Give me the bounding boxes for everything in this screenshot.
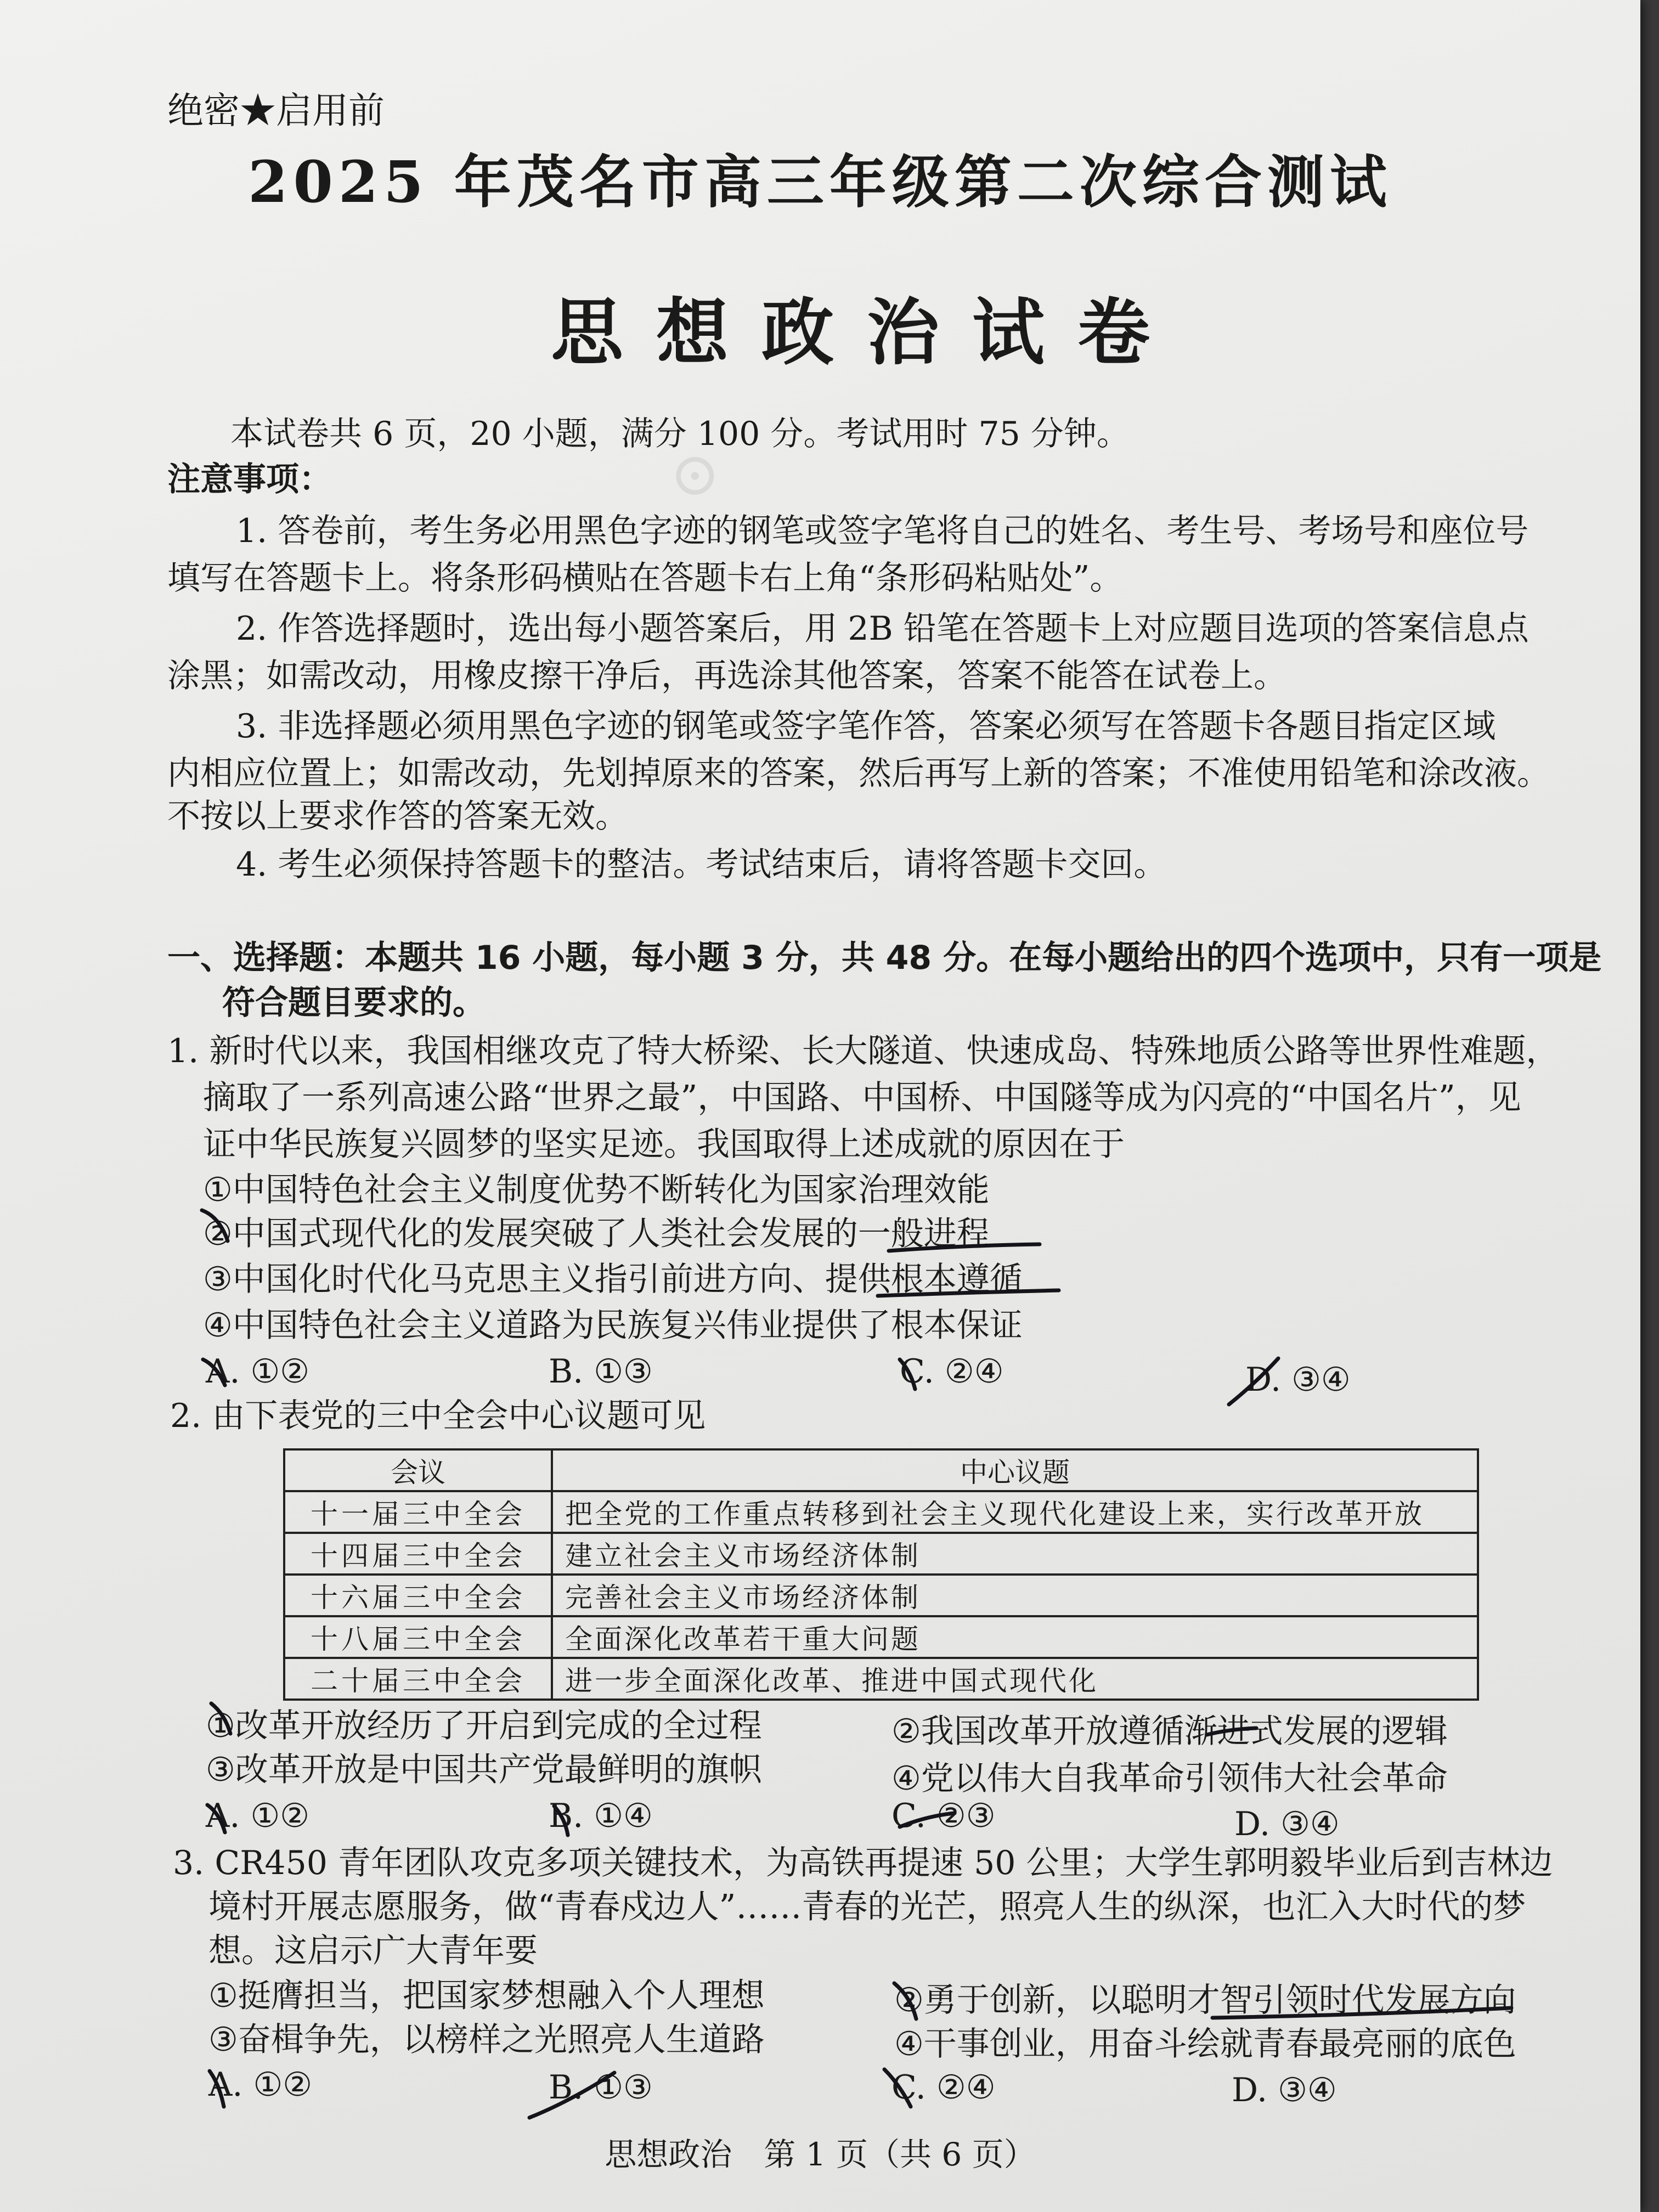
q3-statement-1: ①挺膺担当，把国家梦想融入个人理想 [208,1977,765,2015]
exam-title: 2025 年茂名市高三年级第二次综合测试 [248,148,1392,216]
q1-option-b: B. ①③ [549,1352,653,1391]
table-row [284,1658,1478,1700]
q2-statement-4: ④党以伟大自我革命引领伟大社会革命 [891,1759,1448,1798]
q3-statement-4: ④干事创业，用奋斗绘就青春最亮丽的底色 [894,2025,1516,2063]
note-1-line-2: 填写在答题卡上。将条形码横贴在答题卡右上角“条形码粘贴处”。 [167,559,1123,597]
confidential-label: 绝密★启用前 [167,89,385,132]
q3-option-a: A. ①② [208,2066,313,2104]
table-cell-meeting: 二十届三中全会 [284,1658,552,1700]
q3-option-c: C. ②④ [891,2068,996,2107]
q2-statement-2: ②我国改革开放遵循渐进式发展的逻辑 [891,1712,1448,1751]
table-cell-topic: 把全党的工作重点转移到社会主义现代化建设上来，实行改革开放 [552,1491,1478,1533]
note-4: 4. 考生必须保持答题卡的整洁。考试结束后，请将答题卡交回。 [236,845,1167,884]
section-1-heading-line-1: 一、选择题：本题共 16 小题，每小题 3 分，共 48 分。在每小题给出的四个选项中，只有一项是 [167,939,1602,977]
table-cell-topic: 完善社会主义市场经济体制 [552,1575,1478,1616]
note-2-line-1: 2. 作答选择题时，选出每小题答案后，用 2B 铅笔在答题卡上对应题目选项的答案信息点 [236,610,1529,648]
q3-option-d: D. ③④ [1232,2071,1337,2109]
q1-option-d: D. ③④ [1245,1361,1351,1399]
section-1-heading-line-2: 符合题目要求的。 [222,984,486,1022]
q2-option-d: D. ③④ [1234,1805,1340,1843]
note-3-line-3: 不按以上要求作答的答案无效。 [167,797,628,836]
q3-stem-line-1: 3. CR450 青年团队攻克多项关键技术，为高铁再提速 50 公里；大学生郭明毅毕业后到吉林边 [173,1844,1553,1882]
q2-stem: 2. 由下表党的三中全会中心议题可见 [170,1397,706,1435]
table-row [284,1533,1478,1575]
q1-statement-1: ①中国特色社会主义制度优势不断转化为国家治理效能 [203,1171,990,1209]
table-row [284,1491,1478,1533]
q2-statement-1: ①改革开放经历了开启到完成的全过程 [206,1707,762,1745]
q3-statement-3: ③奋楫争先，以榜样之光照亮人生道路 [208,2021,765,2059]
q2-option-c: C. ②③ [891,1797,996,1835]
table-row [284,1616,1478,1658]
table-cell-topic: 建立社会主义市场经济体制 [552,1533,1478,1575]
table-cell-meeting: 十一届三中全会 [284,1491,552,1533]
q2-option-b: B. ①④ [549,1797,653,1835]
q3-stem-line-3: 想。这启示广大青年要 [208,1932,538,1970]
q1-option-a: A. ①② [206,1352,310,1391]
q3-option-b: B. ①③ [549,2068,653,2107]
intro-text: 本试卷共 6 页，20 小题，满分 100 分。考试用时 75 分钟。 [230,415,1130,453]
q1-statement-4: ④中国特色社会主义道路为民族复兴伟业提供了根本保证 [203,1306,1023,1345]
q2-option-a: A. ①② [206,1797,310,1835]
q1-stem-line-2: 摘取了一系列高速公路“世界之最”，中国路、中国桥、中国隧等成为闪亮的“中国名片”，见 [203,1079,1521,1117]
note-3-line-2: 内相应位置上；如需改动，先划掉原来的答案，然后再写上新的答案；不准使用铅笔和涂改液。 [167,754,1550,793]
table-header-meeting: 会议 [284,1449,552,1491]
meetings-table [283,1448,1479,1701]
q1-statement-2: ②中国式现代化的发展突破了人类社会发展的一般进程 [203,1215,990,1253]
q2-statement-3: ③改革开放是中国共产党最鲜明的旗帜 [206,1751,762,1789]
q1-stem-line-1: 1. 新时代以来，我国相继攻克了特大桥梁、长大隧道、快速成岛、特殊地质公路等世界性难题， [167,1032,1559,1070]
q1-statement-3: ③中国化时代化马克思主义指引前进方向、提供根本遵循 [203,1260,1023,1299]
subject-title: 思想政治试卷 [551,290,1183,375]
watermark: ⊙ [662,434,727,514]
note-3-line-1: 3. 非选择题必须用黑色字迹的钢笔或签字笔作答，答案必须写在答题卡各题目指定区域 [236,707,1496,746]
page-footer: 思想政治 第 1 页（共 6 页） [605,2136,1036,2173]
q3-stem-line-2: 境村开展志愿服务，做“青春戍边人”……青春的光芒，照亮人生的纵深，也汇入大时代的梦 [208,1888,1526,1926]
q1-stem-line-3: 证中华民族复兴圆梦的坚实足迹。我国取得上述成就的原因在于 [203,1125,1125,1164]
q3-statement-2: ②勇于创新，以聪明才智引领时代发展方向 [894,1981,1516,2019]
notes-heading: 注意事项： [167,460,332,499]
table-cell-topic: 全面深化改革若干重大问题 [552,1616,1478,1658]
table-cell-meeting: 十六届三中全会 [284,1575,552,1616]
table-cell-meeting: 十八届三中全会 [284,1616,552,1658]
q1-option-c: C. ②④ [900,1352,1004,1391]
note-2-line-2: 涂黑；如需改动，用橡皮擦干净后，再选涂其他答案，答案不能答在试卷上。 [167,657,1286,695]
table-cell-topic: 进一步全面深化改革、推进中国式现代化 [552,1658,1478,1700]
table-header-topic: 中心议题 [552,1449,1478,1491]
note-1-line-1: 1. 答卷前，考生务必用黑色字迹的钢笔或签字笔将自己的姓名、考生号、考场号和座位号 [236,512,1529,550]
table-row [284,1575,1478,1616]
table-cell-meeting: 十四届三中全会 [284,1533,552,1575]
